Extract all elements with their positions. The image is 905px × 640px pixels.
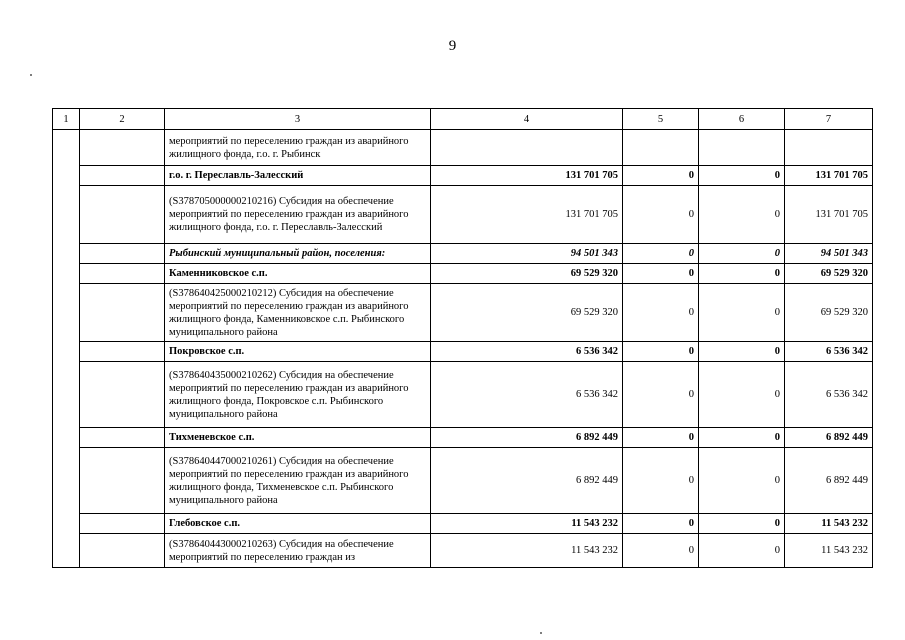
table-row bbox=[53, 166, 873, 186]
amount-c4 bbox=[431, 130, 623, 166]
cell-col-2 bbox=[80, 342, 165, 362]
amount-c4: 11 543 232 bbox=[431, 534, 623, 568]
amount-c5: 0 bbox=[623, 186, 699, 244]
amount-c6: 0 bbox=[699, 166, 785, 186]
amount-c4: 6 892 449 bbox=[431, 448, 623, 514]
cell-col-2 bbox=[80, 514, 165, 534]
amount-c7: 131 701 705 bbox=[785, 186, 873, 244]
scan-speck bbox=[30, 74, 32, 76]
table-row bbox=[53, 448, 873, 514]
table-row bbox=[53, 428, 873, 448]
amount-c6: 0 bbox=[699, 284, 785, 342]
page-number: 9 bbox=[448, 38, 457, 54]
row-description: г.о. г. Переславль-Залесский bbox=[165, 166, 431, 186]
header-row bbox=[53, 109, 873, 130]
amount-c5: 0 bbox=[623, 244, 699, 264]
header-col-2: 2 bbox=[80, 109, 165, 130]
table-row bbox=[53, 130, 873, 166]
amount-c5: 0 bbox=[623, 534, 699, 568]
amount-c7: 94 501 343 bbox=[785, 244, 873, 264]
amount-c5: 0 bbox=[623, 264, 699, 284]
amount-c6: 0 bbox=[699, 362, 785, 428]
amount-c6: 0 bbox=[699, 342, 785, 362]
amount-c4: 131 701 705 bbox=[431, 166, 623, 186]
amount-c7: 6 892 449 bbox=[785, 428, 873, 448]
amount-c4: 11 543 232 bbox=[431, 514, 623, 534]
cell-col-2 bbox=[80, 186, 165, 244]
amount-c6: 0 bbox=[699, 264, 785, 284]
cell-col-1 bbox=[53, 342, 80, 362]
row-description: Покровское с.п. bbox=[165, 342, 431, 362]
amount-c4: 69 529 320 bbox=[431, 284, 623, 342]
cell-col-1 bbox=[53, 448, 80, 514]
row-description: мероприятий по переселению граждан из аварийного жилищного фонда, г.о. г. Рыбинск bbox=[165, 130, 431, 166]
cell-col-2 bbox=[80, 264, 165, 284]
amount-c4: 6 892 449 bbox=[431, 428, 623, 448]
table-row bbox=[53, 264, 873, 284]
cell-col-2 bbox=[80, 166, 165, 186]
amount-c5: 0 bbox=[623, 342, 699, 362]
amount-c5 bbox=[623, 130, 699, 166]
amount-c6: 0 bbox=[699, 534, 785, 568]
header-col-7: 7 bbox=[785, 109, 873, 130]
table-row bbox=[53, 186, 873, 244]
cell-col-2 bbox=[80, 244, 165, 264]
row-description: (S378705000000210216) Субсидия на обеспечение мероприятий по переселению граждан из аварийного жилищного фонда, г.о. г. Переславль-Залесский bbox=[165, 186, 431, 244]
header-col-4: 4 bbox=[431, 109, 623, 130]
row-description: Глебовское с.п. bbox=[165, 514, 431, 534]
cell-col-1 bbox=[53, 244, 80, 264]
budget-table bbox=[52, 108, 873, 568]
amount-c4: 6 536 342 bbox=[431, 342, 623, 362]
amount-c6: 0 bbox=[699, 244, 785, 264]
cell-col-2 bbox=[80, 534, 165, 568]
cell-col-1 bbox=[53, 264, 80, 284]
cell-col-1 bbox=[53, 362, 80, 428]
amount-c5: 0 bbox=[623, 448, 699, 514]
amount-c7: 11 543 232 bbox=[785, 514, 873, 534]
cell-col-2 bbox=[80, 428, 165, 448]
amount-c4: 131 701 705 bbox=[431, 186, 623, 244]
cell-col-1 bbox=[53, 130, 80, 166]
cell-col-1 bbox=[53, 284, 80, 342]
row-description: Тихменевское с.п. bbox=[165, 428, 431, 448]
cell-col-1 bbox=[53, 186, 80, 244]
amount-c5: 0 bbox=[623, 362, 699, 428]
row-description: (S378640447000210261) Субсидия на обеспечение мероприятий по переселению граждан из аварийного жилищного фонда, Тихменевское с.п. Рыбинского муниципального района bbox=[165, 448, 431, 514]
header-col-6: 6 bbox=[699, 109, 785, 130]
row-description: Рыбинский муниципальный район, поселения: bbox=[165, 244, 431, 264]
cell-col-1 bbox=[53, 166, 80, 186]
amount-c7: 6 892 449 bbox=[785, 448, 873, 514]
amount-c6: 0 bbox=[699, 428, 785, 448]
amount-c6: 0 bbox=[699, 514, 785, 534]
table-row bbox=[53, 284, 873, 342]
header-col-5: 5 bbox=[623, 109, 699, 130]
row-description: (S378640435000210262) Субсидия на обеспечение мероприятий по переселению граждан из аварийного жилищного фонда, Покровское с.п. Рыбинского муниципального района bbox=[165, 362, 431, 428]
row-description: (S378640425000210212) Субсидия на обеспечение мероприятий по переселению граждан из аварийного жилищного фонда, Каменниковское с.п. Рыбинского муниципального района bbox=[165, 284, 431, 342]
amount-c7: 69 529 320 bbox=[785, 264, 873, 284]
table-row bbox=[53, 244, 873, 264]
header-col-3: 3 bbox=[165, 109, 431, 130]
amount-c6 bbox=[699, 130, 785, 166]
cell-col-2 bbox=[80, 284, 165, 342]
amount-c7: 131 701 705 bbox=[785, 166, 873, 186]
cell-col-2 bbox=[80, 448, 165, 514]
table-row bbox=[53, 342, 873, 362]
scan-speck bbox=[540, 632, 542, 634]
amount-c7: 6 536 342 bbox=[785, 362, 873, 428]
amount-c4: 6 536 342 bbox=[431, 362, 623, 428]
row-description: Каменниковское с.п. bbox=[165, 264, 431, 284]
amount-c7: 6 536 342 bbox=[785, 342, 873, 362]
table-row bbox=[53, 362, 873, 428]
amount-c4: 69 529 320 bbox=[431, 264, 623, 284]
header-col-1: 1 bbox=[53, 109, 80, 130]
amount-c6: 0 bbox=[699, 448, 785, 514]
amount-c5: 0 bbox=[623, 514, 699, 534]
cell-col-2 bbox=[80, 130, 165, 166]
cell-col-1 bbox=[53, 514, 80, 534]
amount-c4: 94 501 343 bbox=[431, 244, 623, 264]
table-row bbox=[53, 534, 873, 568]
table-row bbox=[53, 514, 873, 534]
row-description: (S378640443000210263) Субсидия на обеспечение мероприятий по переселению граждан из bbox=[165, 534, 431, 568]
cell-col-1 bbox=[53, 428, 80, 448]
cell-col-2 bbox=[80, 362, 165, 428]
amount-c5: 0 bbox=[623, 284, 699, 342]
amount-c6: 0 bbox=[699, 186, 785, 244]
amount-c7: 69 529 320 bbox=[785, 284, 873, 342]
amount-c7: 11 543 232 bbox=[785, 534, 873, 568]
amount-c5: 0 bbox=[623, 166, 699, 186]
cell-col-1 bbox=[53, 534, 80, 568]
amount-c5: 0 bbox=[623, 428, 699, 448]
amount-c7 bbox=[785, 130, 873, 166]
